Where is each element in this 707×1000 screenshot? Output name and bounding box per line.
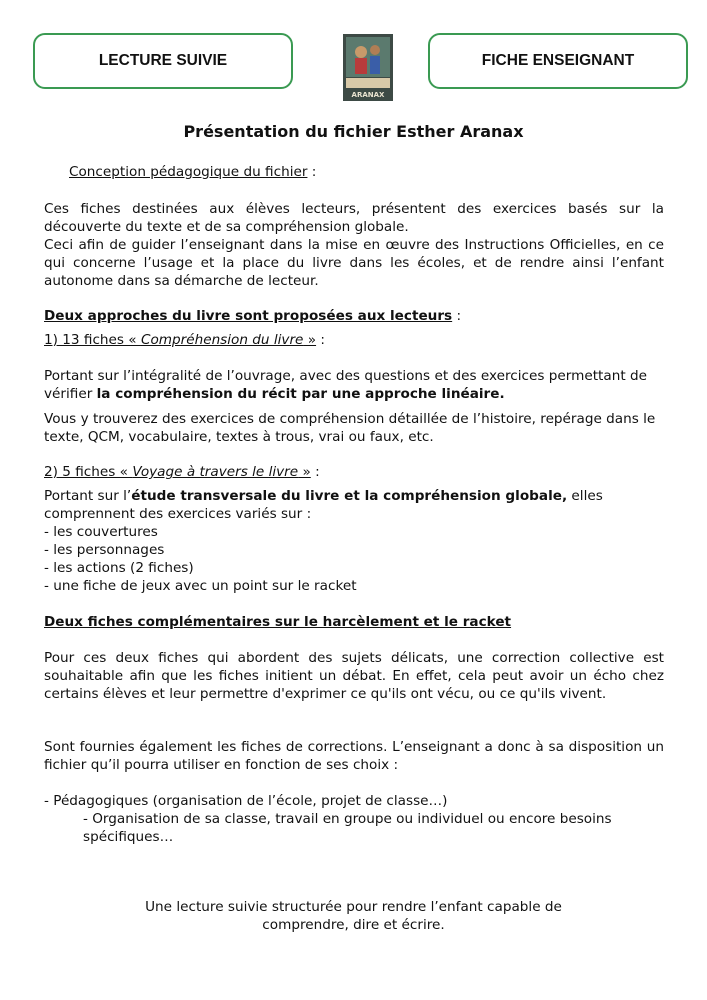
conception-heading: Conception pédagogique du fichier: [69, 164, 308, 180]
approche-1-label-suffix: :: [316, 332, 325, 348]
approche-2-label-suffix: :: [310, 464, 320, 480]
approche-2-para-post: elles comprennent des exercices variés sur :: [44, 488, 603, 522]
approches-heading-line: [44, 307, 664, 325]
conception-heading-suffix: :: [307, 164, 317, 180]
list-item: - les couvertures: [44, 524, 158, 540]
list-item: - les personnages: [44, 542, 165, 558]
footer-line-1: Une lecture suivie structurée pour rendre l’enfant capable de: [145, 899, 562, 915]
approche-2-para-pre: Portant sur l’: [44, 488, 132, 504]
approche-1-label: [44, 331, 664, 349]
footer-line-2: comprendre, dire et écrire.: [262, 917, 445, 933]
page-title: Présentation du fichier Esther Aranax: [183, 122, 524, 141]
approche-2-label-post: »: [298, 464, 311, 480]
cover-title: ARANAX: [351, 91, 385, 99]
approche-1-para-2: Vous y trouverez des exercices de compréhension détaillée de l’histoire, repérage dans le texte, QCM, vocabulaire, textes à trous, vrai ou faux, etc.: [44, 411, 656, 445]
complementaires-heading: Deux fiches complémentaires sur le harcèlement et le racket: [44, 614, 512, 630]
lecture-suivie-box: [33, 33, 293, 89]
conception-para-2: Ceci afin de guider l’enseignant dans la mise en œuvre des Instructions Officielles, en ce qui concerne l’usage et la place du livre dans les écoles, et de rendre ainsi l’enfant autonome dans sa démarche de lecteur.: [44, 237, 664, 289]
approche-1-label-italic: Compréhension du livre: [140, 332, 304, 348]
conception-heading-line: [69, 163, 689, 181]
approche-1-para-1-bold: la compréhension du récit par une approche linéaire.: [96, 386, 505, 402]
book-cover-svg: [343, 34, 393, 101]
corrections-item-1: - Pédagogiques (organisation de l’école, projet de classe…): [44, 793, 448, 809]
approche-2-para-bold: étude transversale du livre et la compréhension globale,: [131, 488, 568, 504]
approche-1-para-1-text: Portant sur l’intégralité de l’ouvrage, avec des questions et des exercices permettant de vérifier: [44, 368, 647, 402]
approche-2-para: [44, 487, 664, 523]
lecture-suivie-label: LECTURE SUIVIE: [98, 52, 228, 69]
approches-heading-suffix: :: [452, 308, 462, 324]
corrections-para: Sont fournies également les fiches de corrections. L’enseignant a donc à sa disposition un fichier qu’il pourra utiliser en fonction de ses choix :: [44, 739, 664, 773]
conception-para-1: Ces fiches destinées aux élèves lecteurs, présentent des exercices basés sur la découverte du texte et de sa compréhension globale.: [44, 201, 664, 235]
approche-2-label: [44, 463, 664, 481]
complementaires-para: Pour ces deux fiches qui abordent des sujets délicats, une correction collective est souhaitable afin que les fiches initient un débat. En effet, cela peut avoir un écho chez certains élèves et leur permettre d'exprimer ce qu'ils ont vécu, ou ce qu'ils vivent.: [44, 650, 664, 702]
fiche-enseignant-box: [428, 33, 688, 89]
approche-2-label-italic: Voyage à travers le livre: [132, 464, 299, 480]
list-item: - une fiche de jeux avec un point sur le racket: [44, 578, 357, 594]
footer-note: [0, 898, 707, 934]
list-item: - les actions (2 fiches): [44, 560, 194, 576]
approche-2-list: [44, 523, 664, 595]
corrections-item-2: - Organisation de sa classe, travail en groupe ou individuel ou encore besoins spécifiques…: [83, 811, 612, 845]
approche-2-label-pre: 2) 5 fiches «: [44, 464, 133, 480]
fiche-enseignant-label: FICHE ENSEIGNANT: [481, 52, 635, 69]
approche-1-para-1: [44, 367, 664, 403]
book-cover-image: [343, 34, 393, 101]
approche-1-label-pre: 1) 13 fiches «: [44, 332, 141, 348]
approche-1-label-post: »: [303, 332, 317, 348]
approches-heading: Deux approches du livre sont proposées aux lecteurs: [44, 308, 453, 324]
